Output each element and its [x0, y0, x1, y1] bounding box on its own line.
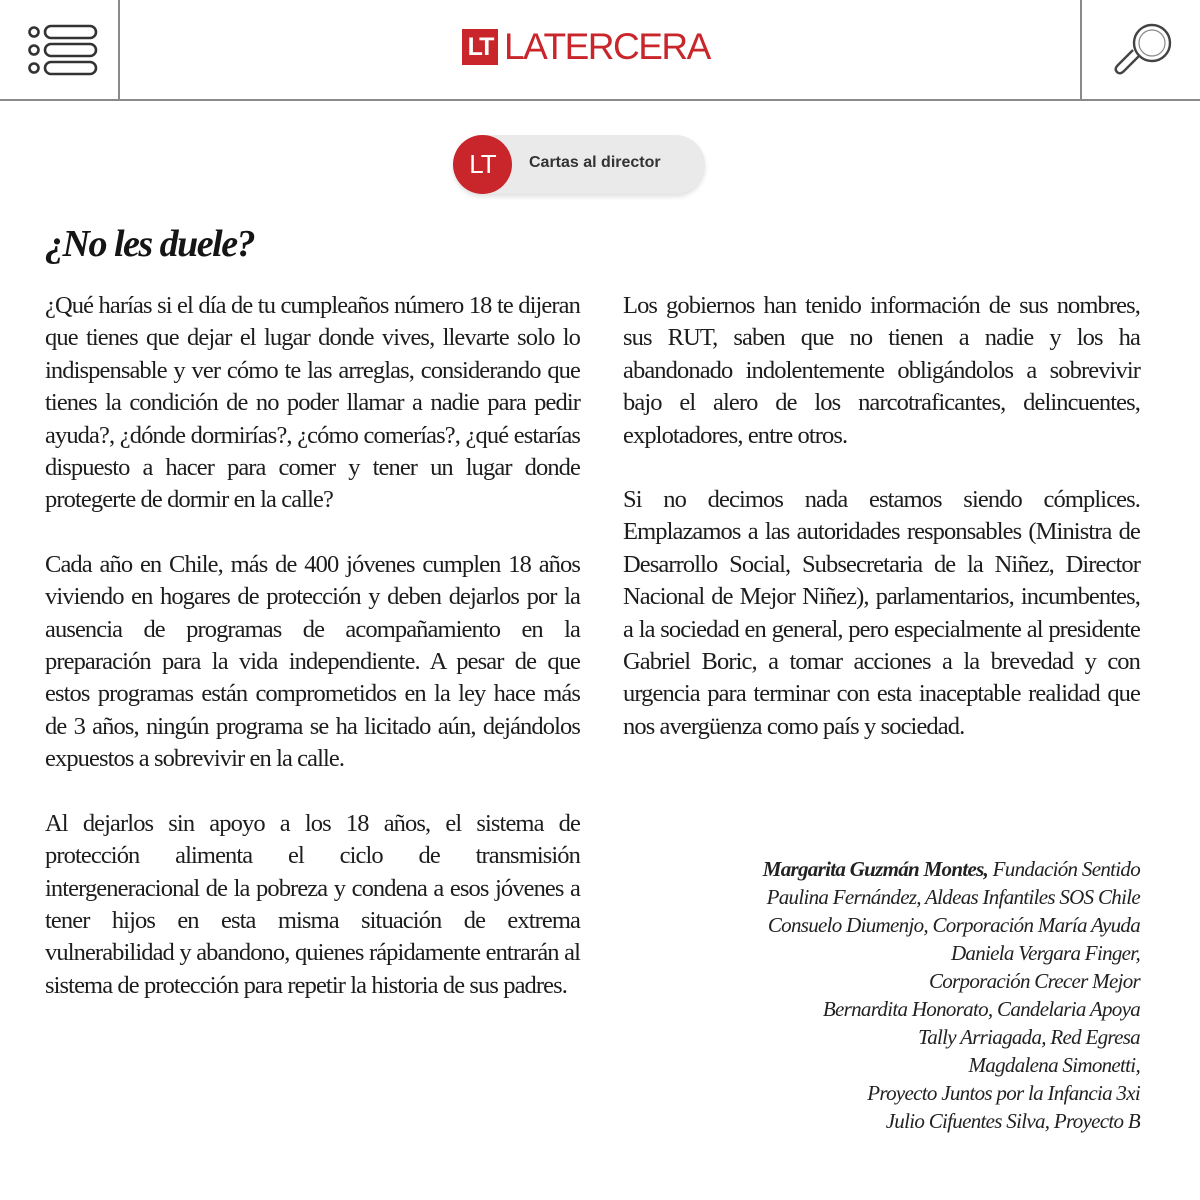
article-paragraph: Al dejarlos sin apoyo a los 18 años, el sistema de protección alimenta el ciclo de transmisión intergeneracional de la pobreza y condena a esos jóvenes a tener hijos en esta misma situación de extrema vulnerabilidad y abandono, quienes rápidamente entrarán al sistema de protección para repetir la historia de sus padres. — [45, 809, 580, 999]
article-paragraph: Los gobiernos han tenido información de sus nombres, sus RUT, saben que no tienen a nadie y los ha abandonado indolentemente obligándolos a sobrevivir bajo el alero de los narcotraficantes, delincuentes, explotadores, entre otros. — [623, 292, 1140, 449]
site-logo[interactable] — [462, 28, 710, 66]
article-paragraph: ¿Qué harías si el día de tu cumpleaños número 18 te dijeran que tienes que dejar el lugar donde vives, llevarte solo lo indispensable y ver cómo te las arreglas, considerando que tienes la condición de no poder llamar a nadie para pedir ayuda?, ¿dónde dormirías?, ¿cómo comerías?, ¿qué estarías dispuesto a hacer para comer y tener un lugar donde protegerte de dormir en la calle? — [45, 292, 580, 514]
signature-line: Magdalena Simonetti, — [968, 1053, 1140, 1077]
article-paragraph: Cada año en Chile, más de 400 jóvenes cumplen 18 años viviendo en hogares de protección y deben dejarlos por la ausencia de programas de acompañamiento en la preparación para la vida independiente. A pesar de que estos programas están comprometidos en la ley hace más de 3 años, ningún programa se ha licitado aún, dejándolos expuestos a sobrevivir en la calle. — [45, 550, 580, 773]
section-pill[interactable] — [453, 135, 705, 194]
article-paragraph: Si no decimos nada estamos siendo cómplices. Emplazamos a las autoridades responsables (Ministra de Desarrollo Social, Subsecretaria de la Niñez, Director Nacional de Mejor Niñez), parlamentarios, incumbentes, a la sociedad en general, pero especialmente al presidente Gabriel Boric, a tomar acciones a la brevedad y con urgencia para terminar con esta inaceptable realidad que nos avergüenza como país y sociedad. — [623, 486, 1140, 740]
menu-icon — [0, 0, 120, 101]
logo-mark: LT — [462, 29, 498, 65]
signature-line: Proyecto Juntos por la Infancia 3xi — [867, 1081, 1140, 1105]
search-icon — [1082, 0, 1200, 101]
logo-text: LATERCERA — [504, 26, 710, 67]
menu-button[interactable] — [0, 0, 120, 101]
section-label: Cartas al director — [529, 154, 661, 171]
signature-line: Consuelo Diumenjo, Corporación María Ayuda — [767, 913, 1140, 937]
signature-lead-name: Margarita Guzmán Montes, — [762, 857, 989, 881]
search-button[interactable] — [1080, 0, 1200, 101]
section-badge: LT — [453, 135, 512, 194]
article-title: ¿No les duele? — [45, 223, 255, 265]
signature-line: Julio Cifuentes Silva, Proyecto B — [885, 1109, 1140, 1133]
article-column-right — [623, 290, 1140, 743]
signature-line: Tally Arriagada, Red Egresa — [918, 1025, 1140, 1049]
signature-line: Daniela Vergara Finger, — [950, 941, 1140, 965]
signatures — [600, 855, 1140, 1135]
signature-line: Paulina Fernández, Aldeas Infantiles SOS Chile — [766, 885, 1140, 909]
site-header — [0, 0, 1200, 101]
signature-lead-org: Fundación Sentido — [988, 857, 1140, 881]
signature-line — [600, 855, 1140, 883]
signature-line: Bernardita Honorato, Candelaria Apoya — [822, 997, 1140, 1021]
signature-line: Corporación Crecer Mejor — [928, 969, 1140, 993]
article-column-left — [45, 290, 580, 1002]
